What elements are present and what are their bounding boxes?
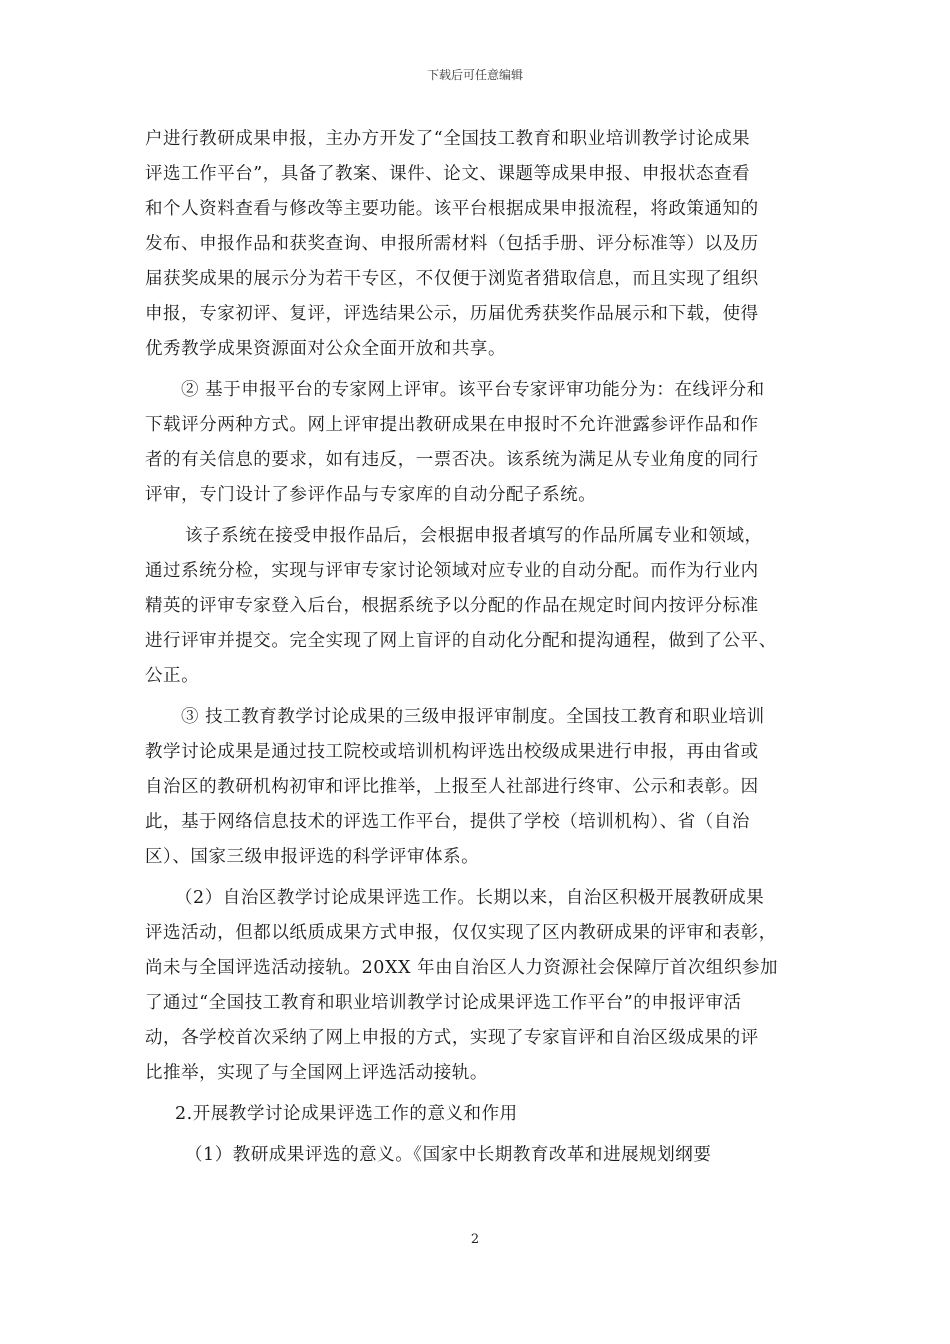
text-line: 教学讨论成果是通过技工院校或培训机构评选出校级成果进行申报，再由省或 xyxy=(145,742,759,762)
text-line: 户进行教研成果申报，主办方开发了“全国技工教育和职业培训教学讨论成果 xyxy=(145,129,751,149)
page-number: 2 xyxy=(470,1232,480,1247)
text-line: 此，基于网络信息技术的评选工作平台，提供了学校（培训机构）、省（自治 xyxy=(145,812,750,832)
text-line: 进行评审并提交。完全实现了网上盲评的自动化分配和提沟通程，做到了公平、 xyxy=(145,631,777,651)
paragraph-autonomous-region xyxy=(145,881,807,1091)
text-line: 评选工作平台”，具备了教案、课件、论文、课题等成果申报、申报状态查看 xyxy=(145,164,751,184)
page-header: 下载后可任意编辑 xyxy=(426,68,523,82)
paragraph-significance xyxy=(145,1138,807,1173)
text-line: 动，各学校首次采纳了网上申报的方式，实现了专家盲评和自治区级成果的评 xyxy=(145,1028,759,1048)
text-line: 公正。 xyxy=(145,666,200,686)
text-line: 通过系统分检，实现与评审专家讨论领域对应专业的自动分配。而作为行业内 xyxy=(145,561,759,581)
text-line: 精英的评审专家登入后台，根据系统予以分配的作品在规定时间内按评分标准 xyxy=(145,596,759,616)
section-heading xyxy=(145,1097,807,1132)
paragraph-expert-review xyxy=(145,373,807,513)
text-line: 了通过“全国技工教育和职业培训教学讨论成果评选工作平台”的申报评审活 xyxy=(145,993,742,1013)
text-line: 发布、申报作品和获奖查询、申报所需材料（包括手册、评分标准等）以及历 xyxy=(145,234,759,254)
text-line: 下载评分两种方式。网上评审提出教研成果在申报时不允许泄露参评作品和作 xyxy=(145,415,759,435)
text-line: 2.开展教学讨论成果评选工作的意义和作用 xyxy=(175,1104,518,1124)
paragraph-subsystem xyxy=(145,519,807,694)
text-line: ③ 技工教育教学讨论成果的三级申报评审制度。全国技工教育和职业培训 xyxy=(181,707,765,727)
text-line: ② 基于申报平台的专家网上评审。该平台专家评审功能分为：在线评分和 xyxy=(181,380,765,400)
text-line: 比推举，实现了与全国网上评选活动接轨。 xyxy=(145,1063,488,1083)
text-line: 申报，专家初评、复评，评选结果公示，历届优秀获奖作品展示和下载，使得 xyxy=(145,304,759,324)
text-line: 该子系统在接受申报作品后，会根据申报者填写的作品所属专业和领域， xyxy=(185,526,763,546)
text-line: 和个人资料查看与修改等主要功能。该平台根据成果申报流程，将政策通知的 xyxy=(145,199,759,219)
document-body xyxy=(145,122,807,1173)
text-line: 优秀教学成果资源面对公众全面开放和共享。 xyxy=(145,339,506,359)
text-line: 评审，专门设计了参评作品与专家库的自动分配子系统。 xyxy=(145,485,597,505)
paragraph-platform xyxy=(145,122,807,367)
text-line: （1）教研成果评选的意义。《国家中长期教育改革和进展规划纲要 xyxy=(185,1145,712,1165)
text-line: 自治区的教研机构初审和评比推举，上报至人社部进行终审、公示和表彰。因 xyxy=(145,777,759,797)
text-line: 届获奖成果的展示分为若干专区，不仅便于浏览者猎取信息，而且实现了组织 xyxy=(145,269,759,289)
text-line: 者的有关信息的要求，如有违反，一票否决。该系统为满足从专业角度的同行 xyxy=(145,450,759,470)
text-line: 尚未与全国评选活动接轨。20XX 年由自治区人力资源社会保障厅首次组织参加 xyxy=(145,958,779,978)
text-line: 区）、国家三级申报评选的科学评审体系。 xyxy=(145,847,480,867)
text-line: 评选活动，但都以纸质成果方式申报，仅仅实现了区内教研成果的评审和表彰， xyxy=(145,923,777,943)
paragraph-three-level xyxy=(145,700,807,875)
text-line: （2）自治区教学讨论成果评选工作。长期以来，自治区积极开展教研成果 xyxy=(175,888,765,908)
